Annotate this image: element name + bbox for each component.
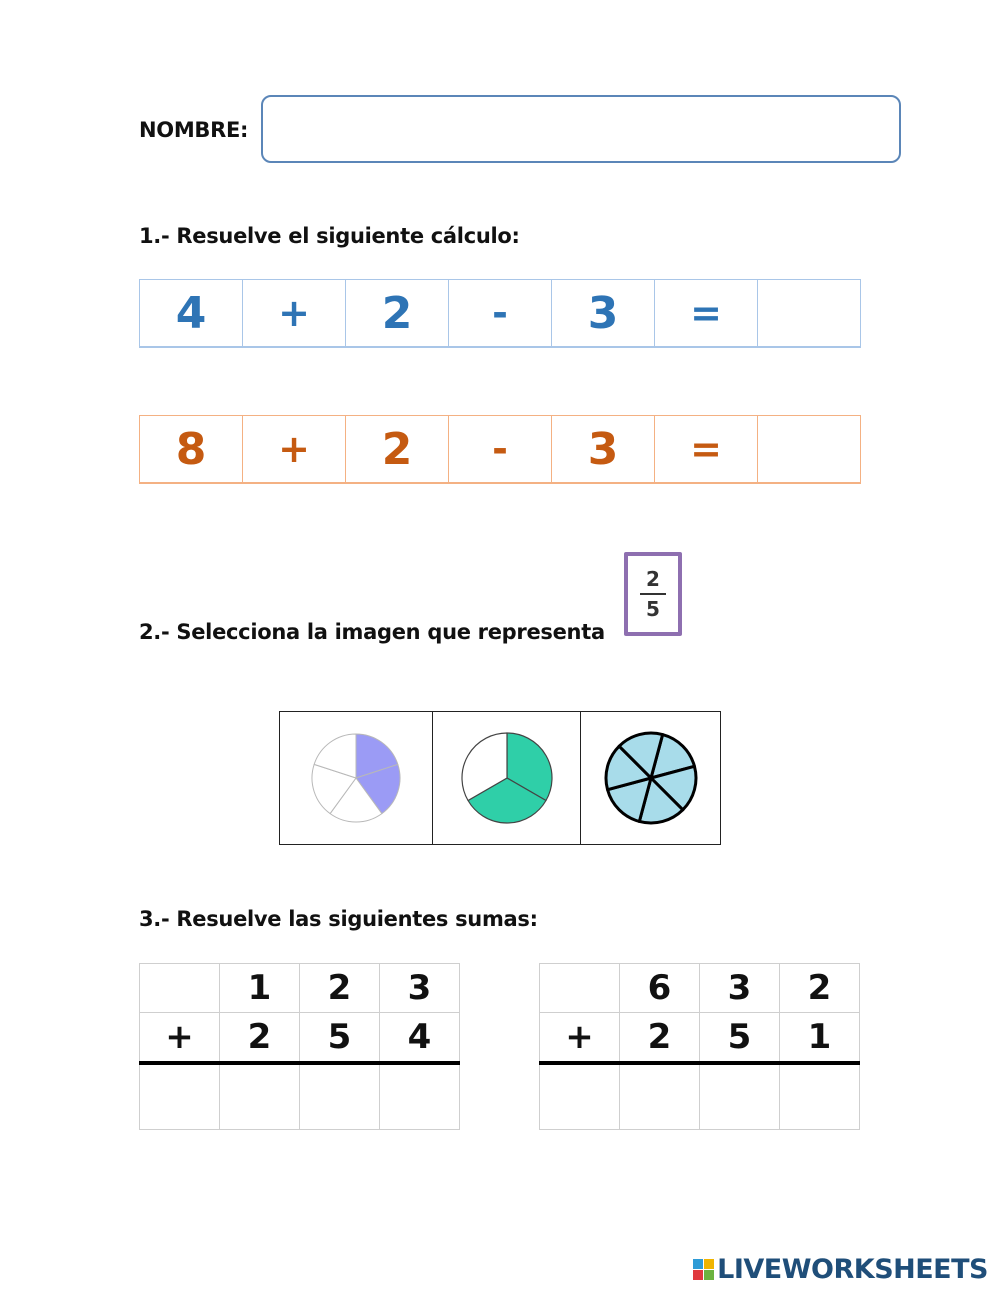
digit-tens: 5 bbox=[300, 1013, 380, 1064]
result-cell-hundreds[interactable] bbox=[220, 1063, 300, 1130]
option-pie-thirds[interactable] bbox=[432, 712, 580, 844]
addend-row-top bbox=[140, 964, 460, 1013]
result-cell-tens[interactable] bbox=[300, 1063, 380, 1130]
option-pie-sixths[interactable] bbox=[580, 712, 720, 844]
calc-2-answer-input[interactable] bbox=[758, 415, 860, 483]
digit-units: 2 bbox=[780, 964, 860, 1013]
calc-2-minus-sign: - bbox=[448, 416, 551, 482]
pie-chart-fifths bbox=[306, 728, 406, 828]
calculation-row-1 bbox=[139, 279, 861, 348]
calc-1-term-a: 4 bbox=[175, 287, 207, 339]
digit-units: 1 bbox=[780, 1013, 860, 1064]
result-cell-units[interactable] bbox=[780, 1063, 860, 1130]
calc-1-plus-sign: + bbox=[242, 280, 345, 346]
calc-1-answer-cell bbox=[757, 280, 860, 346]
calc-2-term-b: 2 bbox=[345, 416, 448, 482]
option-pie-fifths[interactable] bbox=[280, 712, 432, 844]
plus-sign: + bbox=[140, 1013, 220, 1064]
calc-1-term-b: 2 bbox=[345, 280, 448, 346]
addend-row-bottom bbox=[140, 1013, 460, 1064]
fraction-card bbox=[624, 552, 682, 636]
logo-square bbox=[704, 1259, 714, 1269]
digit-hundreds: 2 bbox=[220, 1013, 300, 1064]
addition-table-2 bbox=[539, 963, 860, 1130]
digit-hundreds: 6 bbox=[620, 964, 700, 1013]
digit-hundreds: 1 bbox=[220, 964, 300, 1013]
empty-cell bbox=[140, 964, 220, 1013]
result-cell-thousands[interactable] bbox=[140, 1063, 220, 1130]
logo-square bbox=[704, 1270, 714, 1280]
calc-1-answer-input[interactable] bbox=[758, 279, 860, 347]
liveworksheets-logo-icon bbox=[693, 1259, 714, 1280]
question-1-title: 1.- Resuelve el siguiente cálculo: bbox=[139, 224, 520, 248]
result-cell-units[interactable] bbox=[380, 1063, 460, 1130]
fraction-denominator: 5 bbox=[646, 597, 660, 621]
plus-sign: + bbox=[540, 1013, 620, 1064]
calc-1-term-c: 3 bbox=[551, 280, 654, 346]
digit-tens: 3 bbox=[700, 964, 780, 1013]
fraction-options bbox=[279, 711, 721, 845]
result-cell-thousands[interactable] bbox=[540, 1063, 620, 1130]
calculation-row-2 bbox=[139, 415, 861, 484]
name-label: NOMBRE: bbox=[139, 118, 249, 142]
name-input[interactable] bbox=[261, 95, 901, 163]
fraction-bar bbox=[640, 593, 666, 595]
calc-1-equals-sign: = bbox=[654, 280, 757, 346]
digit-units: 4 bbox=[380, 1013, 460, 1064]
question-3-title: 3.- Resuelve las siguientes sumas: bbox=[139, 907, 538, 931]
calc-2-term-c: 3 bbox=[551, 416, 654, 482]
pie-chart-sixths bbox=[601, 728, 701, 828]
addend-row-top bbox=[540, 964, 860, 1013]
question-2-title: 2.- Selecciona la imagen que representa bbox=[139, 620, 605, 644]
digit-hundreds: 2 bbox=[620, 1013, 700, 1064]
logo-square bbox=[693, 1270, 703, 1280]
fraction-numerator: 2 bbox=[646, 567, 660, 591]
logo-square bbox=[693, 1259, 703, 1269]
addend-row-bottom bbox=[540, 1013, 860, 1064]
calc-2-equals-sign: = bbox=[654, 416, 757, 482]
pie-chart-thirds bbox=[457, 728, 557, 828]
digit-tens: 2 bbox=[300, 964, 380, 1013]
result-cell-hundreds[interactable] bbox=[620, 1063, 700, 1130]
result-row bbox=[140, 1063, 460, 1130]
brand bbox=[693, 1254, 988, 1285]
calc-2-plus-sign: + bbox=[242, 416, 345, 482]
calc-1-minus-sign: - bbox=[448, 280, 551, 346]
result-row bbox=[540, 1063, 860, 1130]
result-cell-tens[interactable] bbox=[700, 1063, 780, 1130]
empty-cell bbox=[540, 964, 620, 1013]
addition-table-1 bbox=[139, 963, 460, 1130]
digit-tens: 5 bbox=[700, 1013, 780, 1064]
digit-units: 3 bbox=[380, 964, 460, 1013]
calc-2-term-a: 8 bbox=[175, 423, 207, 475]
brand-name: LIVEWORKSHEETS bbox=[717, 1254, 988, 1285]
calc-2-answer-cell bbox=[757, 416, 860, 482]
